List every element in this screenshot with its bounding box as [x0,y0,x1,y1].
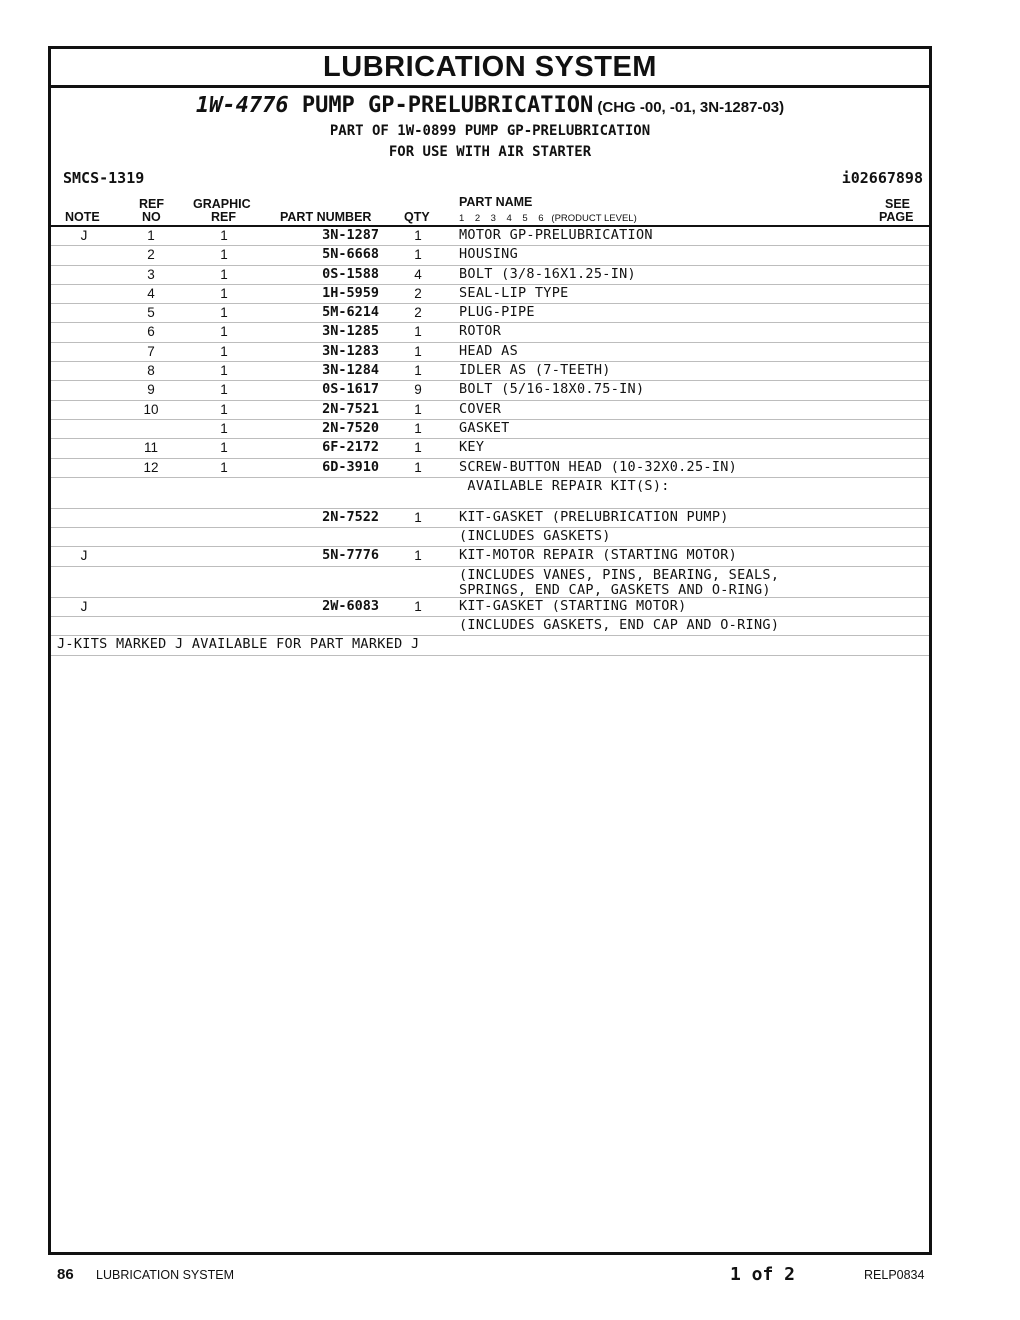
cell-graphic-ref: 1 [220,401,228,417]
cell-note: J [80,548,88,564]
cell-part-name: SCREW-BUTTON HEAD (10-32X0.25-IN) [459,458,738,475]
footnote-row [51,636,929,655]
cell-part-number: 5M-6214 [322,304,379,321]
cell-qty: 1 [414,459,422,475]
cell-part-name: COVER [459,400,502,417]
table-row [51,285,929,304]
cell-part-name: SEAL-LIP TYPE [459,284,569,301]
table-row [51,266,929,285]
col-qty: QTY [404,210,430,224]
footer-section: LUBRICATION SYSTEM [96,1268,234,1282]
col-ref-top: REF [139,197,164,211]
cell-part-name: KIT-GASKET (STARTING MOTOR) [459,597,687,614]
footnote: J-KITS MARKED J AVAILABLE FOR PART MARKED J [57,636,420,653]
cell-part-name: GASKET [459,419,510,436]
cell-qty: 1 [414,363,422,379]
cell-part-number: 5N-6668 [322,246,379,263]
kit-row [51,617,929,636]
cell-part-name: HEAD AS [459,342,518,359]
smcs-code: SMCS-1319 [63,169,145,187]
cell-qty: 1 [414,324,422,340]
cell-part-number: 5N-7776 [322,547,379,564]
cell-qty: 1 [414,401,422,417]
cell-part-number: 0S-1588 [322,265,379,282]
cell-qty: 1 [414,343,422,359]
page-frame [48,46,932,1255]
kit-row [51,567,929,598]
kit-row [51,528,929,547]
cell-qty: 4 [414,266,422,282]
table-row [51,343,929,362]
table-row [51,401,929,420]
table-row [51,227,929,246]
table-row [51,420,929,439]
cell-ref-no: 10 [143,401,159,417]
table-row [51,304,929,323]
cell-ref-no: 11 [143,440,158,456]
subheading-usage: FOR USE WITH AIR STARTER [388,144,592,160]
kit-row [51,598,929,617]
cell-part-number: 3N-1285 [322,323,379,340]
subheading-part-of: PART OF 1W-0899 PUMP GP-PRELUBRICATION [329,123,651,139]
cell-part-name: MOTOR GP-PRELUBRICATION [459,227,653,243]
cell-ref-no: 9 [147,382,155,398]
cell-part-number: 1H-5959 [322,284,379,301]
cell-part-number: 6D-3910 [322,458,379,475]
table-row [51,439,929,458]
cell-ref-no: 3 [147,266,155,282]
cell-graphic-ref: 1 [220,363,228,379]
table-row [51,323,929,342]
cell-qty: 1 [414,228,422,243]
assembly-part-name: PUMP GP-PRELUBRICATION [288,93,594,118]
col-see-bottom: PAGE [879,210,914,224]
illustration-id: i02667898 [841,169,923,187]
page-footer [0,1264,1020,1288]
cell-graphic-ref: 1 [220,266,228,282]
cell-part-name: IDLER AS (7-TEETH) [459,362,611,379]
cell-part-number: 2N-7522 [322,508,379,525]
col-graphic-top: GRAPHIC [193,197,251,211]
cell-part-name: KIT-GASKET (PRELUBRICATION PUMP) [459,508,729,525]
cell-ref-no: 5 [147,305,155,321]
cell-ref-no: 2 [147,247,155,263]
cell-qty: 1 [414,598,422,614]
col-note: NOTE [65,210,100,224]
table-row [51,459,929,478]
page-title: LUBRICATION SYSTEM [51,49,929,88]
kit-row [51,478,929,509]
cell-qty: 2 [414,305,422,321]
cell-ref-no: 1 [147,228,155,243]
cell-part-number: 2W-6083 [322,597,379,614]
table-row [51,381,929,400]
col-part-number: PART NUMBER [280,210,372,224]
cell-part-name: (INCLUDES GASKETS) [459,528,611,545]
cell-part-name: KIT-MOTOR REPAIR (STARTING MOTOR) [459,547,738,564]
cell-ref-no: 6 [147,324,155,340]
cell-ref-no: 7 [147,343,155,359]
cell-graphic-ref: 1 [220,420,228,436]
cell-graphic-ref: 1 [220,440,228,456]
kit-row [51,547,929,566]
cell-graphic-ref: 1 [220,228,228,243]
cell-part-name: BOLT (3/8-16X1.25-IN) [459,265,636,282]
cell-part-name: ROTOR [459,323,502,340]
cell-ref-no: 8 [147,363,155,379]
cell-graphic-ref: 1 [220,459,228,475]
cell-ref-no: 12 [143,459,159,475]
cell-part-name: HOUSING [459,246,518,263]
col-graphic-bottom: REF [211,210,236,224]
table-row [51,362,929,381]
cell-part-name: (INCLUDES VANES, PINS, BEARING, SEALS, SPRINGS, END CAP, GASKETS AND O-RING) [459,566,780,598]
cell-qty: 2 [414,285,422,301]
assembly-heading [51,92,929,122]
cell-qty: 1 [414,420,422,436]
assembly-part-number: 1W-4776 [195,93,289,118]
cell-part-name: (INCLUDES GASKETS, END CAP AND O-RING) [459,617,780,634]
cell-qty: 1 [414,440,422,456]
kit-row [51,509,929,528]
cell-graphic-ref: 1 [220,343,228,359]
column-headers [51,192,929,227]
cell-part-name: KEY [459,439,485,456]
cell-note: J [80,228,88,243]
cell-graphic-ref: 1 [220,285,228,301]
cell-qty: 1 [414,247,422,263]
footer-page-number: 86 [57,1266,74,1283]
cell-qty: 1 [414,548,422,564]
cell-note: J [80,598,88,614]
cell-part-name: PLUG-PIPE [459,304,535,321]
cell-part-number: 2N-7520 [322,419,379,436]
cell-part-number: 3N-1283 [322,342,379,359]
cell-graphic-ref: 1 [220,382,228,398]
cell-part-name: BOLT (5/16-18X0.75-IN) [459,381,645,398]
col-ref-bottom: NO [142,210,161,224]
col-see-top: SEE [885,197,911,211]
cell-part-number: 0S-1617 [322,381,379,398]
cell-part-name: AVAILABLE REPAIR KIT(S): [459,477,670,494]
cell-part-number: 2N-7521 [322,400,379,417]
cell-graphic-ref: 1 [220,324,228,340]
parts-table [51,227,929,656]
change-level: (CHG -00, -01, 3N-1287-03) [593,99,785,116]
cell-qty: 9 [414,382,422,398]
cell-ref-no: 4 [147,285,155,301]
table-row [51,246,929,265]
col-product-level: 1 2 3 4 5 6 (PRODUCT LEVEL) [459,213,637,224]
cell-graphic-ref: 1 [220,247,228,263]
cell-part-number: 3N-1284 [322,362,379,379]
footer-page-of: 1 of 2 [730,1264,796,1285]
cell-graphic-ref: 1 [220,305,228,321]
col-part-name: PART NAME [459,195,533,209]
footer-doc-id: RELP0834 [864,1268,925,1282]
cell-part-number: 3N-1287 [322,227,379,243]
cell-qty: 1 [414,509,422,525]
cell-part-number: 6F-2172 [322,439,379,456]
